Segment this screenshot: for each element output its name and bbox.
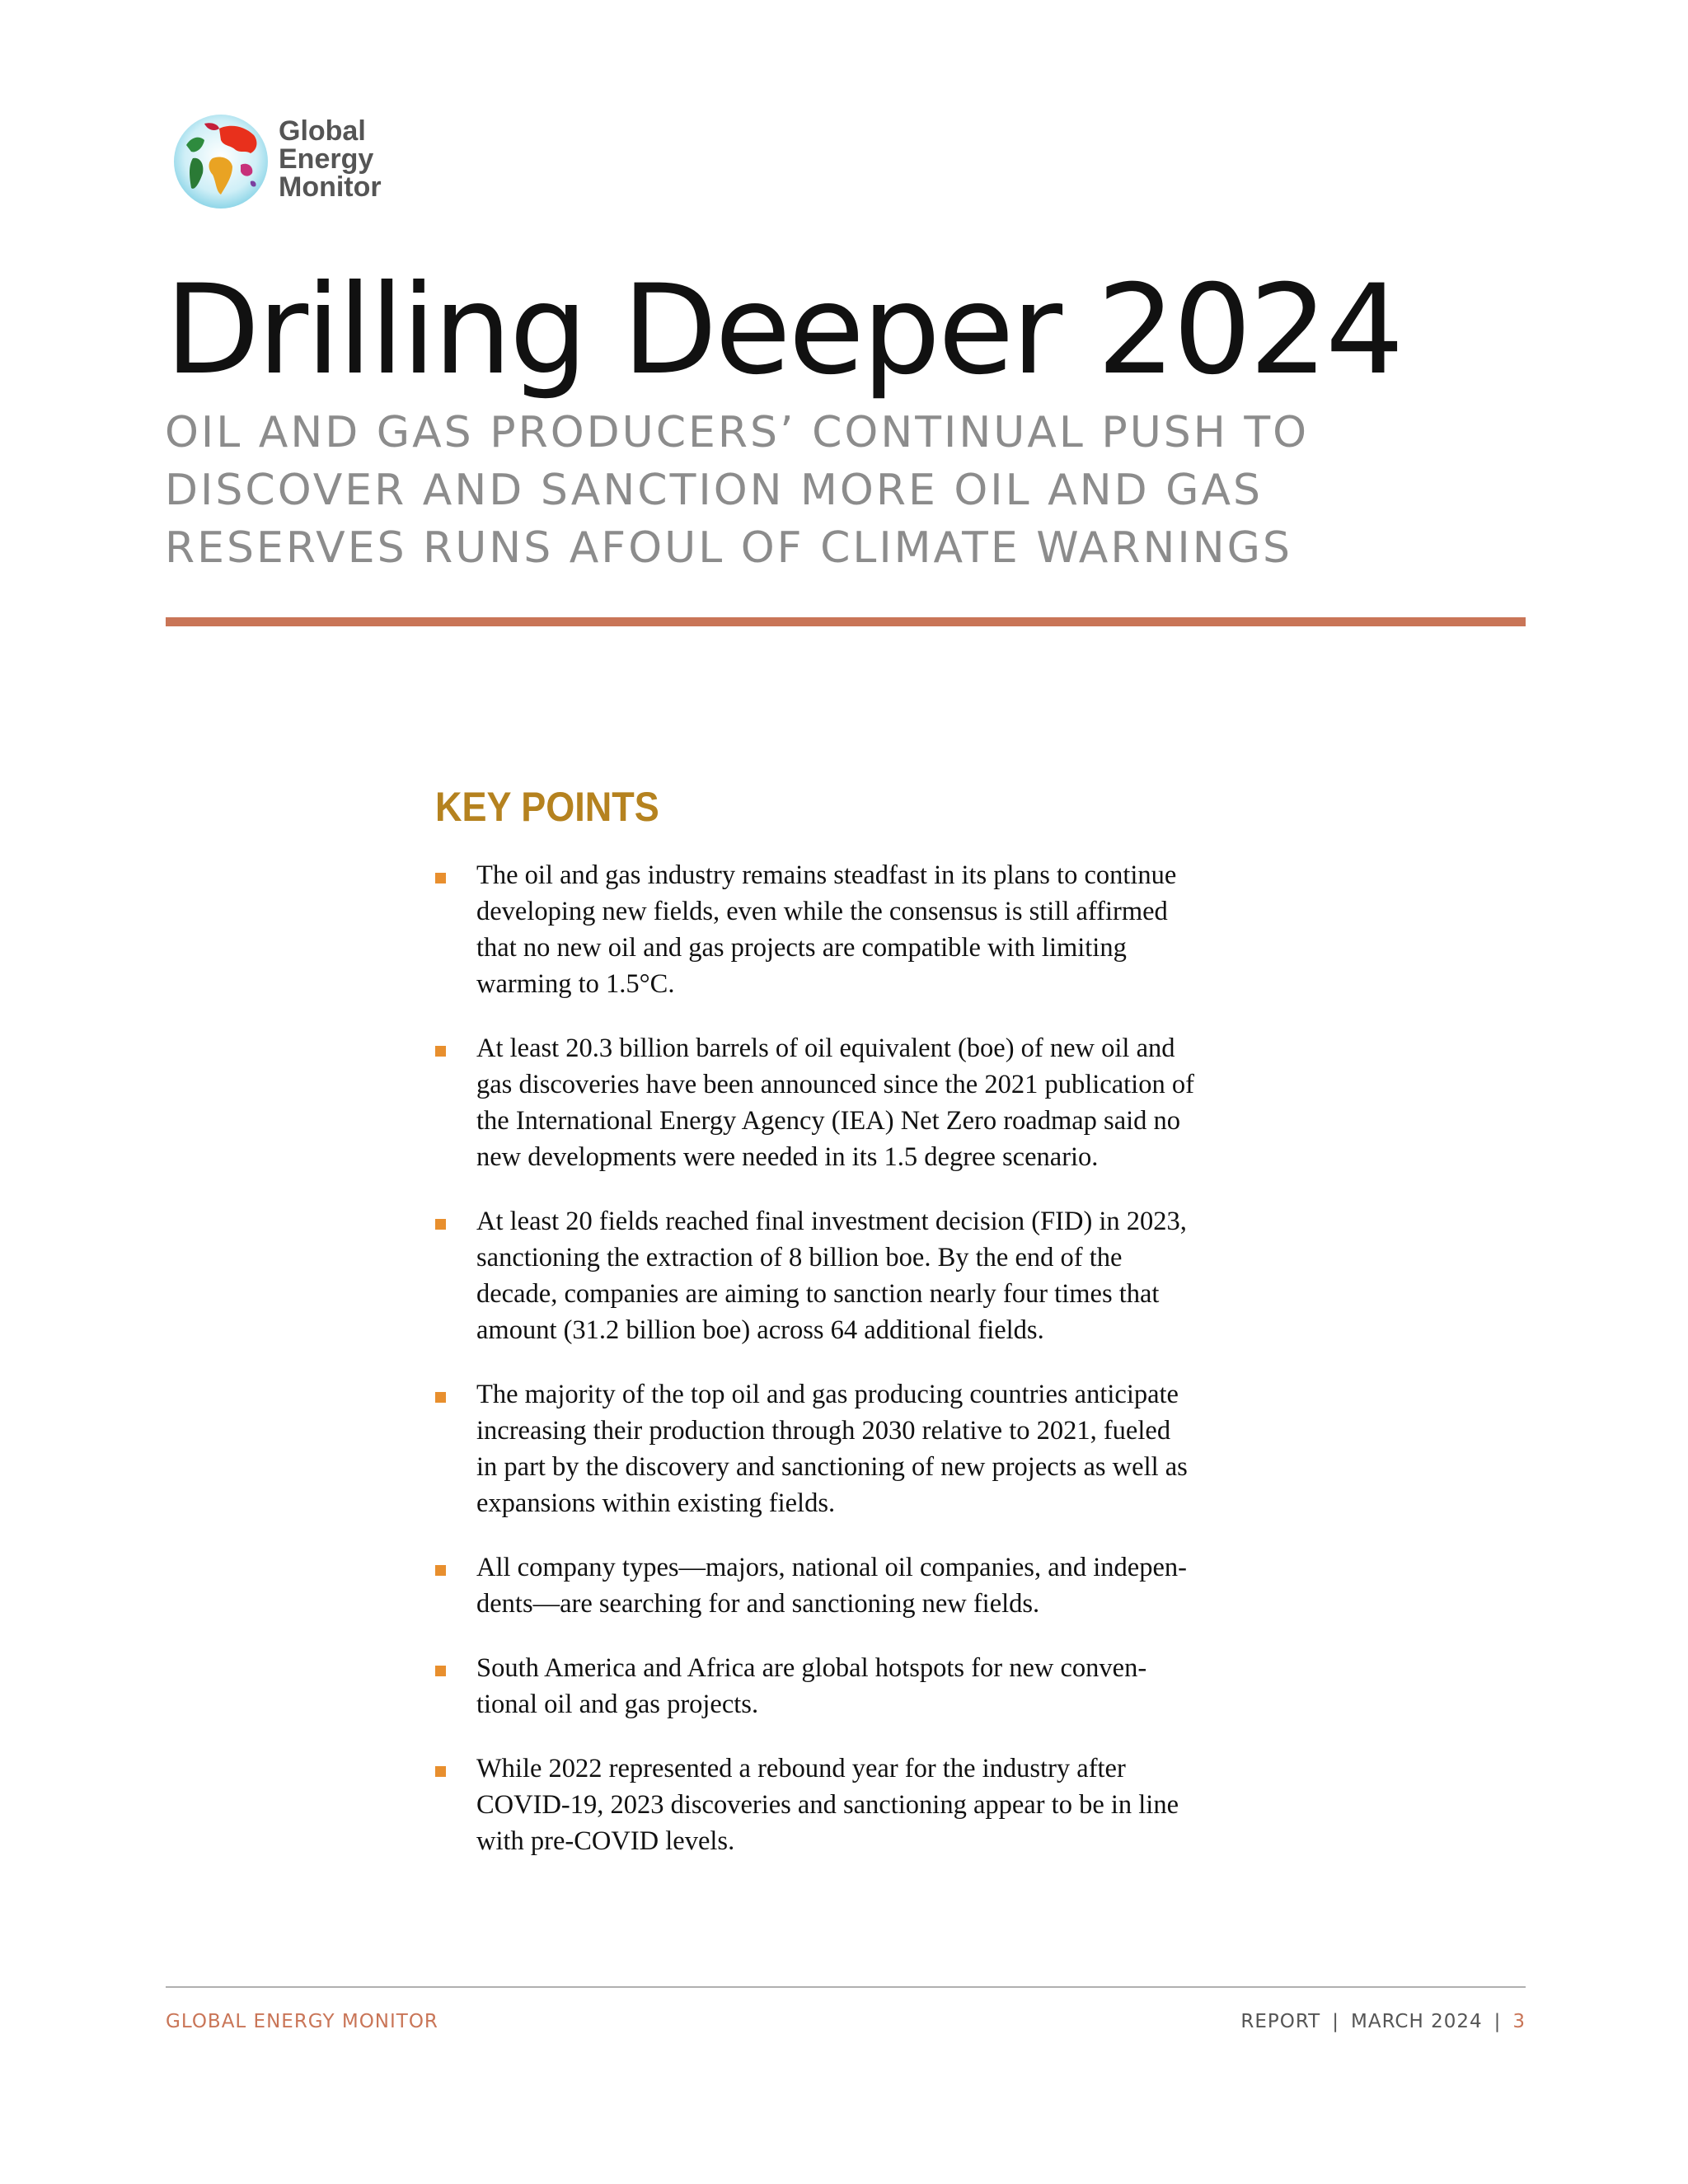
key-point-line: The oil and gas industry remains steadfast in its plans to continue	[476, 860, 1177, 890]
key-point-line: sanctioning the extraction of 8 billion boe. By the end of the	[476, 1243, 1123, 1272]
square-bullet-icon	[435, 1565, 446, 1576]
key-point-text	[476, 1203, 1284, 1348]
key-point-item	[435, 1376, 1284, 1521]
page-subtitle	[165, 404, 1550, 577]
key-points-heading: KEY POINTS	[435, 784, 659, 830]
footer-separator: |	[1493, 2011, 1502, 2032]
key-point-line: South America and Africa are global hotspots for new conven-	[476, 1653, 1147, 1683]
square-bullet-icon	[435, 1046, 446, 1057]
logo-line: Monitor	[279, 171, 382, 203]
footer-date: MARCH 2024	[1350, 2011, 1483, 2032]
subtitle-line: DISCOVER AND SANCTION MORE OIL AND GAS	[165, 466, 1264, 515]
page-title: Drilling Deeper 2024	[165, 259, 1402, 402]
square-bullet-icon	[435, 1392, 446, 1403]
key-point-line: that no new oil and gas projects are compatible with limiting	[476, 933, 1127, 963]
key-point-line: tional oil and gas projects.	[476, 1690, 759, 1719]
square-bullet-icon	[435, 1666, 446, 1676]
globe-logo-icon	[171, 112, 270, 211]
key-point-line: The majority of the top oil and gas producing countries anticipate	[476, 1380, 1179, 1409]
key-point-text	[476, 1650, 1284, 1722]
key-point-line: At least 20 fields reached final investment decision (FID) in 2023,	[476, 1207, 1187, 1236]
key-point-line: in part by the discovery and sanctioning of new projects as well as	[476, 1452, 1188, 1482]
key-point-line: At least 20.3 billion barrels of oil equivalent (boe) of new oil and	[476, 1033, 1175, 1063]
key-point-item	[435, 1549, 1284, 1622]
key-point-line: developing new fields, even while the consensus is still affirmed	[476, 897, 1168, 926]
key-point-item	[435, 857, 1284, 1002]
key-point-line: increasing their production through 2030 relative to 2021, fueled	[476, 1416, 1171, 1446]
key-point-line: expansions within existing fields.	[476, 1488, 836, 1518]
square-bullet-icon	[435, 1766, 446, 1777]
key-point-line: COVID-19, 2023 discoveries and sanctioning appear to be in line	[476, 1790, 1179, 1820]
logo-line: Energy	[279, 143, 374, 175]
key-point-line: decade, companies are aiming to sanction nearly four times that	[476, 1279, 1160, 1309]
key-point-item	[435, 1203, 1284, 1348]
page-number: 3	[1512, 2011, 1526, 2032]
title-divider	[166, 617, 1526, 626]
key-point-line: While 2022 represented a rebound year for the industry after	[476, 1754, 1126, 1783]
key-points-list	[435, 857, 1284, 1887]
logo	[171, 110, 410, 218]
key-point-line: gas discoveries have been announced since the 2021 publication of	[476, 1070, 1194, 1099]
key-point-text	[476, 857, 1284, 1002]
key-point-item	[435, 1650, 1284, 1722]
key-point-line: the International Energy Agency (IEA) Net Zero roadmap said no	[476, 1106, 1181, 1136]
footer-separator: |	[1332, 2011, 1339, 2032]
footer-report-label: REPORT	[1240, 2011, 1321, 2032]
footer-divider	[166, 1986, 1526, 1988]
key-point-text	[476, 1376, 1284, 1521]
key-point-line: with pre-COVID levels.	[476, 1826, 735, 1856]
subtitle-line: RESERVES RUNS AFOUL OF CLIMATE WARNINGS	[165, 523, 1292, 573]
key-point-line: new developments were needed in its 1.5 degree scenario.	[476, 1142, 1099, 1172]
key-point-text	[476, 1549, 1284, 1622]
key-point-item	[435, 1030, 1284, 1175]
key-point-line: warming to 1.5°C.	[476, 969, 675, 999]
logo-line: Global	[279, 115, 366, 147]
key-point-line: amount (31.2 billion boe) across 64 additional fields.	[476, 1315, 1044, 1345]
square-bullet-icon	[435, 873, 446, 883]
square-bullet-icon	[435, 1219, 446, 1230]
logo-wordmark	[279, 117, 382, 201]
footer-meta	[1240, 2011, 1526, 2032]
key-point-line: dents—are searching for and sanctioning new fields.	[476, 1589, 1040, 1619]
key-point-line: All company types—majors, national oil companies, and indepen-	[476, 1553, 1187, 1582]
key-point-text	[476, 1030, 1284, 1175]
key-point-text	[476, 1750, 1284, 1859]
key-point-item	[435, 1750, 1284, 1859]
subtitle-line: OIL AND GAS PRODUCERS’ CONTINUAL PUSH TO	[165, 408, 1310, 457]
footer-publisher: GLOBAL ENERGY MONITOR	[166, 2011, 438, 2032]
